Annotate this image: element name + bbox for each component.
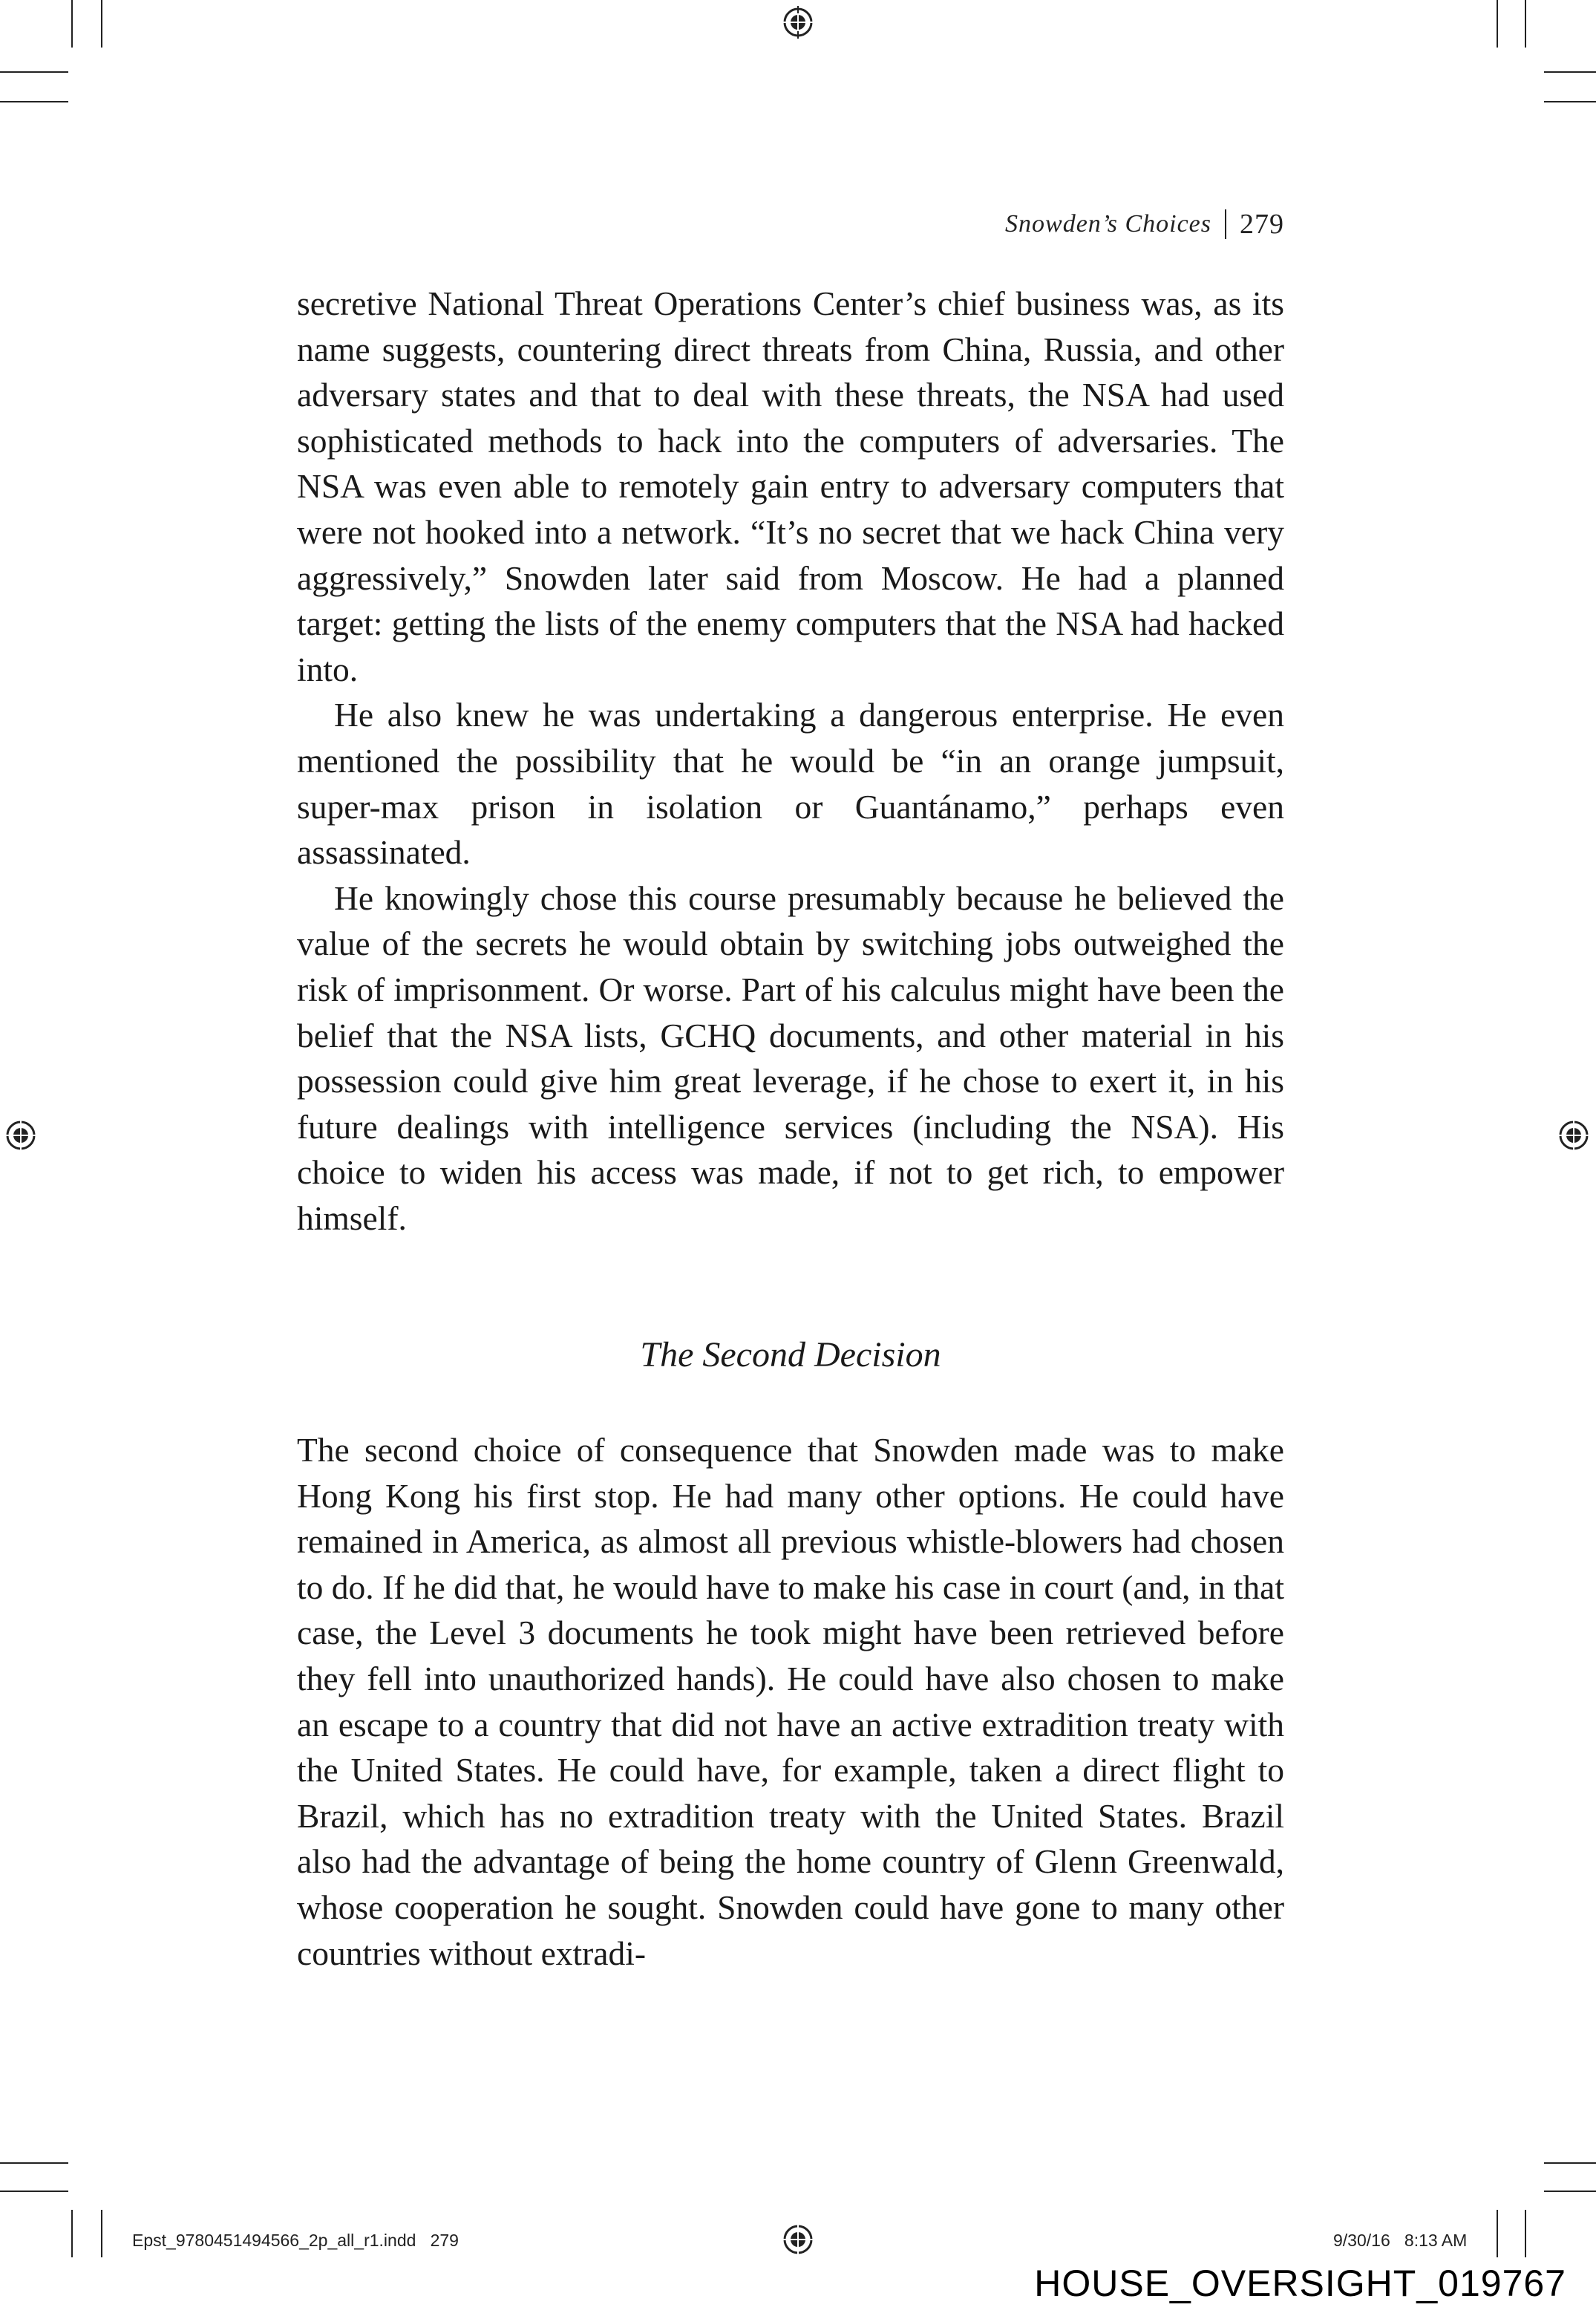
- body-text-top: [297, 281, 1284, 1241]
- crop-mark: [1525, 0, 1526, 48]
- crop-mark: [1544, 71, 1596, 73]
- crop-mark: [1544, 101, 1596, 102]
- page-number: 279: [1240, 209, 1284, 240]
- running-head: [1005, 208, 1284, 241]
- crop-mark: [0, 2162, 68, 2164]
- registration-mark-icon: [1557, 1119, 1590, 1152]
- paragraph: He knowingly chose this course presumably because he believed the value of the secrets he would obtain by switching jobs outweighed the risk of imprisonment. Or worse. Part of his calculus might have been the belief that the NSA lists, GCHQ documents, and other material in his possession could give him great leverage, if he chose to exert it, in his future dealings with intelligence services (including the NSA). His choice to widen his access was made, if not to get rich, to empower himself.: [297, 878, 1284, 1237]
- crop-mark: [101, 2210, 102, 2257]
- crop-mark: [101, 0, 102, 48]
- crop-mark: [71, 2210, 73, 2257]
- crop-mark: [0, 2191, 68, 2192]
- paragraph: The second choice of consequence that Snowden made was to make Hong Kong his first stop. He had many other options. He could have remained in America, as almost all previous whistle-blowers had chosen to do. If he did that, he would have to make his case in court (and, in that case, the Level 3 documents he took might have been retrieved before they fell into unauthorized hands). He could have also chosen to make an escape to a country that did not have an active extradition treaty with the United States. He could have, for example, taken a direct flight to Brazil, which has no extradition treaty with the United States. Brazil also had the advantage of being the home country of Glenn Greenwald, whose cooperation he sought. Snowden could have gone to many other countries without extradi-: [297, 1431, 1284, 1972]
- registration-mark-icon: [4, 1119, 37, 1152]
- section-heading: The Second Decision: [640, 1335, 941, 1374]
- paragraph: secretive National Threat Operations Center’s chief business was, as its name suggests, countering direct threats from China, Russia, and other adversary states and that to deal with these threats, the NSA had used sophisticated methods to hack into the computers of adversaries. The NSA was even able to remotely gain entry to adversary computers that were not hooked into a network. “It’s no secret that we hack China very aggressively,” Snowden later said from Moscow. He had a planned target: getting the lists of the enemy computers that the NSA had hacked into.: [297, 284, 1284, 688]
- crop-mark: [1497, 0, 1498, 48]
- crop-mark: [1497, 2210, 1498, 2257]
- bates-number: HOUSE_OVERSIGHT_019767: [1034, 2263, 1566, 2304]
- running-head-title: Snowden’s Choices: [1005, 210, 1211, 238]
- slug-filename: Epst_9780451494566_2p_all_r1.indd 279: [132, 2231, 459, 2250]
- crop-mark: [0, 101, 68, 102]
- crop-mark: [1525, 2210, 1526, 2257]
- crop-mark: [71, 0, 73, 48]
- slug-datetime: 9/30/16 8:13 AM: [1333, 2231, 1468, 2250]
- running-head-divider: [1225, 209, 1226, 239]
- registration-mark-icon: [782, 6, 814, 39]
- crop-mark: [1544, 2191, 1596, 2192]
- registration-mark-icon: [782, 2223, 814, 2256]
- paragraph: He also knew he was undertaking a dangerous enterprise. He even mentioned the possibility that he would be “in an orange jumpsuit, super-max prison in isolation or Guantánamo,” perhaps even assassinated.: [297, 696, 1284, 872]
- crop-mark: [1544, 2162, 1596, 2164]
- body-text-bottom: [297, 1427, 1284, 1976]
- crop-mark: [0, 71, 68, 73]
